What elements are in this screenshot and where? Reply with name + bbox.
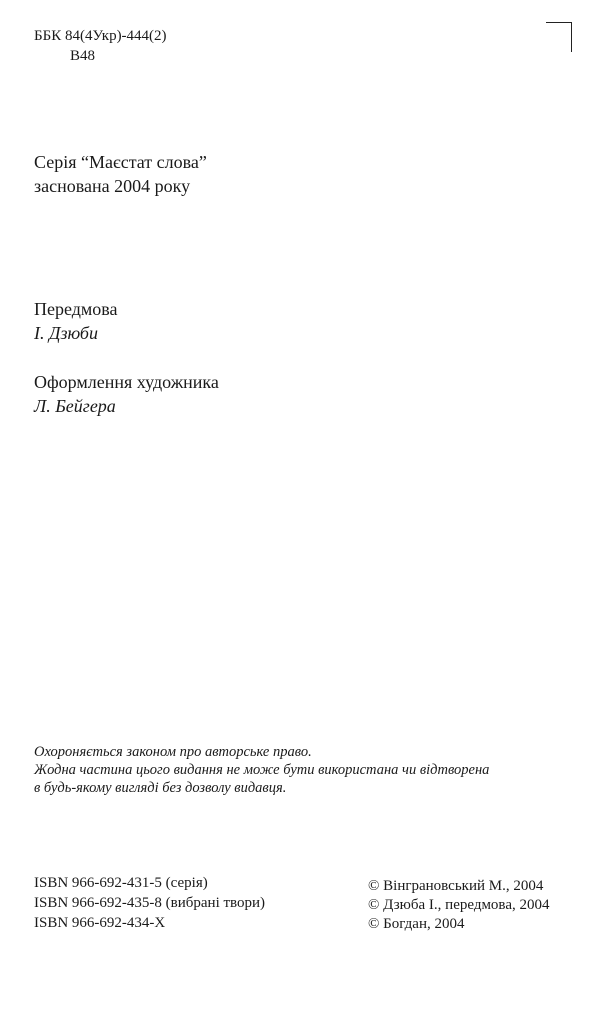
preface-label: Передмова [34,299,118,319]
isbn-series: ISBN 966-692-431-5 (серія) [34,875,208,891]
copyright-notice [34,743,489,797]
copyright-notice-line: Охороняється законом про авторське право. [34,744,312,760]
design-author: Л. Бейгера [34,396,116,416]
copyright-publisher: © Богдан, 2004 [368,916,465,932]
isbn-list [34,873,265,933]
author-code: В48 [70,48,96,64]
copyright-holders [368,877,549,934]
isbn-selected-works: ISBN 966-692-435-8 (вибрані твори) [34,895,266,911]
series-info [34,150,207,198]
preface-credit [34,297,118,345]
bbk-block [34,26,167,66]
copyright-preface: © Дзюба І., передмова, 2004 [368,897,550,913]
crop-mark [546,22,572,52]
preface-author: І. Дзюби [34,323,98,343]
copyright-notice-line: Жодна частина цього видання не може бути використана чи відтворена [34,762,490,778]
design-label: Оформлення художника [34,372,219,392]
copyright-notice-line: в будь-якому вигляді без дозволу видавця. [34,780,287,796]
isbn-volume: ISBN 966-692-434-X [34,915,166,931]
series-founded: заснована 2004 року [34,176,191,196]
series-title: Серія “Маєстат слова” [34,152,207,172]
copyright-author: © Вінграновський М., 2004 [368,878,544,894]
bbk-classification: ББК 84(4Укр)-444(2) [34,28,167,44]
design-credit [34,370,219,418]
